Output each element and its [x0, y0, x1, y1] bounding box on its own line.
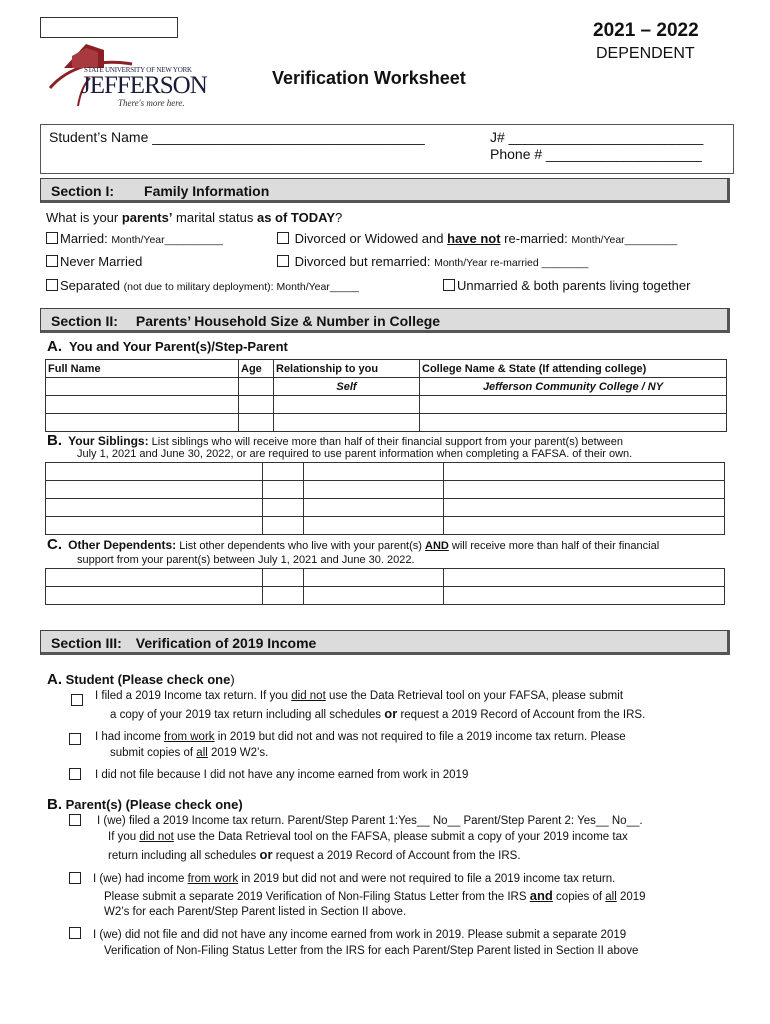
table-row [46, 569, 725, 587]
table-row [46, 481, 725, 499]
phone-field[interactable]: Phone # ____________________ [490, 146, 702, 162]
logo-small-text: STATE UNIVERSITY OF NEW YORK [84, 66, 192, 74]
full-name-cell[interactable] [46, 378, 239, 396]
college-jefferson: Jefferson Community College / NY [420, 378, 727, 396]
checkbox-married[interactable] [46, 232, 58, 244]
dependency-type: DEPENDENT [596, 45, 695, 62]
checkbox-unmarried[interactable] [443, 279, 455, 291]
section-3a-heading: A. Student (Please check one) [47, 671, 235, 688]
checkbox-parent-filed[interactable] [69, 814, 81, 826]
section-1-header [40, 178, 730, 203]
unmarried-option[interactable]: Unmarried & both parents living together [443, 278, 690, 293]
section-3-label: Section III: [51, 635, 122, 651]
table-row [46, 414, 727, 432]
parent-filed-text-3: return including all schedules or request a 2019 Record of Account from the IRS. [108, 847, 521, 862]
widowed-option[interactable]: Divorced or Widowed and have not re-married: Month/Year_________ [277, 231, 677, 246]
student-filed-text-2: a copy of your 2019 tax return including all schedules or request a 2019 Record of Account from the IRS. [110, 706, 646, 721]
checkbox-parent-no-income[interactable] [69, 927, 81, 939]
checkbox-student-income-no-file[interactable] [69, 733, 81, 745]
parent-no-income-text: I (we) did not file and did not have any income earned from work in 2019. Please submit a separate 2019 [93, 929, 627, 941]
j-number-field[interactable]: J# _________________________ [490, 129, 704, 145]
parent-filed-text: I (we) filed a 2019 Income tax return. Parent/Step Parent 1:Yes__ No__ Parent/Step Parent 2: Yes__ No__. [97, 815, 643, 827]
student-name-field[interactable]: Student’s Name ___________________________________ [49, 129, 425, 145]
table-row [46, 396, 727, 414]
section-3b-heading: B. Parent(s) (Please check one) [47, 796, 243, 813]
checkbox-separated[interactable] [46, 279, 58, 291]
checkbox-remarried[interactable] [277, 255, 289, 267]
logo-wordmark: JEFFERSON [81, 72, 207, 99]
table-row [46, 463, 725, 481]
parent-no-income-text-2: Verification of Non-Filing Status Letter from the IRS for each Parent/Step Parent listed in Section II above [104, 945, 639, 957]
table-row [46, 517, 725, 535]
section-3-header [40, 630, 730, 655]
age-cell[interactable] [239, 378, 274, 396]
checkbox-student-filed[interactable] [71, 694, 83, 706]
section-2-header [40, 308, 730, 333]
page-title: Verification Worksheet [272, 68, 466, 88]
remarried-option[interactable]: Divorced but remarried: Month/Year re-married ________ [277, 254, 588, 269]
table-row [46, 499, 725, 517]
section-1-label: Section I: [51, 183, 115, 199]
section-2-title: Parents’ Household Size & Number in College [135, 313, 441, 329]
logo-tagline: There's more here. [118, 98, 185, 108]
student-no-income-text: I did not file because I did not have any income earned from work in 2019 [95, 769, 469, 781]
col-relationship: Relationship to you [274, 360, 420, 378]
student-income-text: I had income from work in 2019 but did not and was not required to file a 2019 income tax return. Please [95, 731, 626, 743]
table-row [46, 587, 725, 605]
col-college: College Name & State (If attending college) [420, 360, 727, 378]
col-full-name: Full Name [46, 360, 239, 378]
section-2a-heading: A. You and Your Parent(s)/Step-Parent [47, 338, 288, 355]
section-2c-text: support from your parent(s) between July 1, 2021 and June 30. 2022. [77, 554, 415, 566]
checkbox-parent-income-no-file[interactable] [69, 872, 81, 884]
student-filed-text: I filed a 2019 Income tax return. If you did not use the Data Retrieval tool on your FAFSA, please submit [95, 690, 624, 702]
parent-income-text-3: W2’s for each Parent/Step Parent listed in Section II above. [104, 906, 407, 918]
section-2c-heading: C. Other Dependents: List other dependents who live with your parent(s) AND will receive more than half of their financial [47, 536, 660, 553]
checkbox-never-married[interactable] [46, 255, 58, 267]
section-2b-heading: B. Your Siblings: List siblings who will receive more than half of their financial support from your parent(s) between [47, 432, 624, 449]
never-married-option[interactable]: Never Married [46, 254, 142, 269]
other-dependents-table [45, 568, 725, 605]
parent-filed-text-2: If you did not use the Data Retrieval tool on the FAFSA, please submit a copy of your 2019 income tax [108, 831, 628, 843]
section-2b-text: July 1, 2021 and June 30, 2022, or are required to use parent information when completing a FAFSA. of their own. [77, 448, 633, 460]
section-2-label: Section II: [51, 313, 118, 329]
separated-option[interactable]: Separated (not due to military deployment): Month/Year_____ [46, 278, 359, 293]
section-3-title: Verification of 2019 Income [135, 635, 317, 651]
household-table [45, 359, 727, 432]
siblings-table [45, 462, 725, 535]
marital-question: What is your parents’ marital status as of TODAY? [46, 210, 343, 225]
top-blank-box [40, 17, 178, 38]
married-option[interactable]: Married: Month/Year__________ [46, 231, 223, 246]
award-year: 2021 – 2022 [593, 20, 699, 41]
student-income-text-2: submit copies of all 2019 W2’s. [110, 747, 269, 759]
section-1-title: Family Information [144, 183, 270, 199]
checkbox-widowed[interactable] [277, 232, 289, 244]
relationship-self: Self [274, 378, 420, 396]
col-age: Age [239, 360, 274, 378]
table-row [46, 378, 727, 396]
checkbox-student-no-income[interactable] [69, 768, 81, 780]
parent-income-text: I (we) had income from work in 2019 but did not and were not required to file a 2019 income tax return. [93, 873, 616, 885]
parent-income-text-2: Please submit a separate 2019 Verification of Non-Filing Status Letter from the IRS and copies of all 2019 [104, 888, 646, 903]
